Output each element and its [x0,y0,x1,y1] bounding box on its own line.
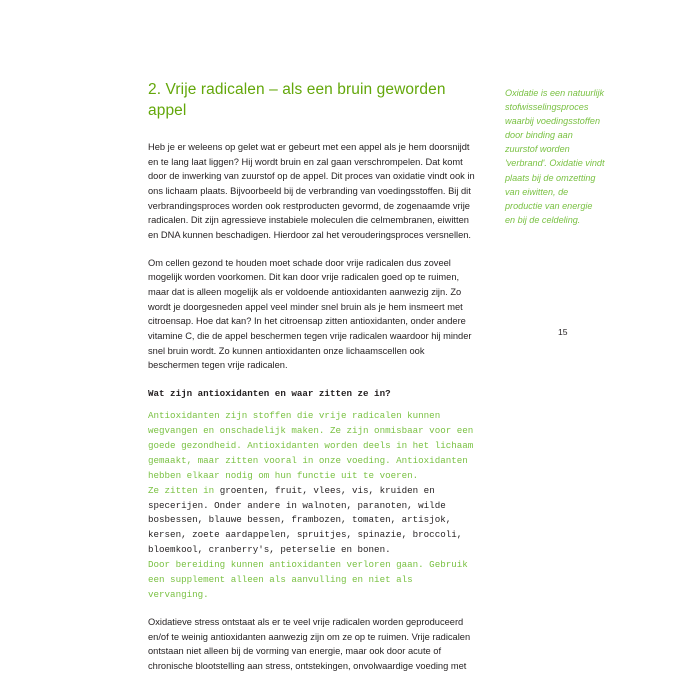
body-paragraph-1: Heb je er weleens op gelet wat er gebeurt met een appel als je hem doorsnijdt en te lang laat liggen? Hij wordt bruin en zal gaan verschrompelen. Dat komt door de inwerking van zuurstof op de appel. Dit proces van oxidatie vindt ook in ons lichaam plaats. Bijvoorbeeld bij de verbranding van voedingsstoffen. Bij dit verbrandingsproces worden ook restproducten gevormd, de zogenaamde vrije radicalen. Dit zijn agressieve instabiele moleculen die celmembranen, eiwitten en DNA kunnen beschadigen. Hierdoor zal het verouderingsproces versnellen. [148,141,475,240]
sidebar-note-text: Oxidatie is een natuurlijk stofwisselingsproces waarbij voedingsstoffen door binding aan zuurstof worden 'verbrand'. Oxidatie vindt plaats bij de omzetting van eiwitten, de productie van energie en bij de celdeling. [505,88,605,225]
body-paragraph-2: Om cellen gezond te houden moet schade door vrije radicalen dus zoveel mogelijk worden voorkomen. Dit kan door vrije radicalen goed op te ruimen, maar dat is alleen mogelijk als er voldoende antioxidanten aanwezig zijn. Zo wordt je doorgesneden appel veel minder snel bruin als je hem insmeert met citroensap. Hoe dat kan? In het citroensap zitten antioxidanten, onder andere vitamine C, die de appel beschermen tegen vrije radicalen waardoor hij minder snel bruin wordt. Zo kunnen antioxidanten onze lichaamscellen ook beschermen tegen vrije radicalen. [148,257,472,371]
page-number: 15 [558,327,568,337]
main-text-column [148,80,478,674]
callout-mixed-line [148,484,478,559]
callout-mixed-dark-part: groenten, fruit, vlees, vis, kruiden en specerijen. Onder andere in walnoten, paranoten, wilde bosbessen, blauwe bessen, frambozen, tomaten, artisjok, kersen, zoete aardappelen, spruitjes, spinazie, broccoli, bloemkool, cranberry's, peterselie en bonen. [148,484,463,556]
callout-green-block-2: Door bereiding kunnen antioxidanten verloren gaan. Gebruik een supplement alleen als aanvulling en niet als vervanging. [148,559,468,600]
callout-mixed-green-part: Ze zitten in [148,484,220,496]
callout-title: Wat zijn antioxidanten en waar zitten ze in? [148,388,391,400]
callout-green-block-1: Antioxidanten zijn stoffen die vrije radicalen kunnen wegvangen en onschadelijk maken. Ze zijn onmisbaar voor een goede gezondheid. Antioxidanten worden deels in het lichaam gemaakt, maar zitten vooral in onze voeding. Antioxidanten hebben elkaar nodig om hun functie uit te voeren. [148,410,474,481]
callout-box [148,387,478,603]
body-paragraph-3: Oxidatieve stress ontstaat als er te veel vrije radicalen worden geproduceerd en/of te weinig antioxidanten aanwezig zijn om ze op te ruimen. Vrije radicalen ontstaan niet alleen bij de vorming van energie, maar ook door acute of chronische blootstelling aan stress, ontstekingen, onvolwaardige voeding met [148,616,471,671]
page-title: 2. Vrije radicalen – als een bruin geworden appel [148,81,446,119]
sidebar-note [505,86,605,227]
